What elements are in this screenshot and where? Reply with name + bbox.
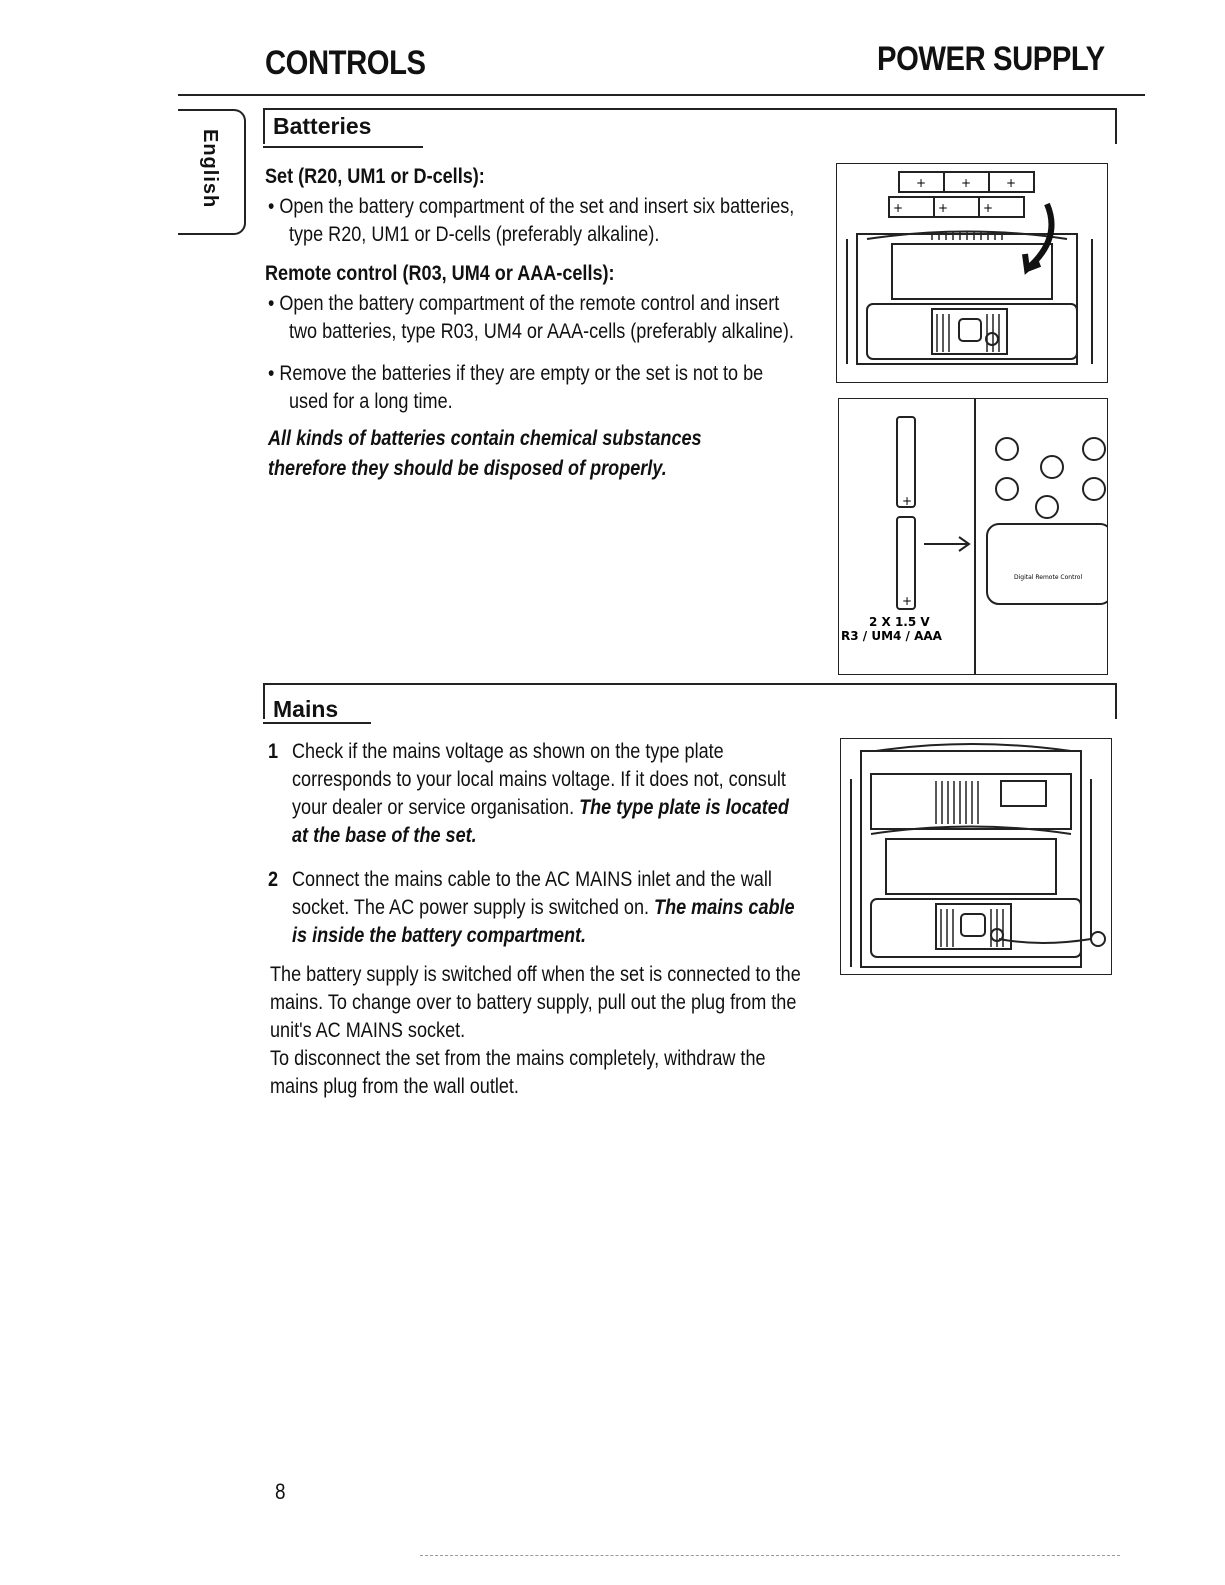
step-number: 2 (268, 868, 279, 891)
scan-artifact-line (420, 1555, 1120, 1556)
step1-text: Check if the mains voltage as shown on the type plate (292, 740, 724, 763)
remote-voltage-label: 2 X 1.5 V (869, 615, 930, 629)
svg-text:+: + (1006, 176, 1017, 190)
svg-text:+: + (938, 201, 949, 215)
remote-bullet: • Open the battery compartment of the remote control and insert (268, 292, 780, 315)
svg-text:+: + (902, 494, 913, 508)
step1-text: corresponds to your local mains voltage. If it does not, consult (292, 768, 786, 791)
mains-illustration (841, 739, 1111, 974)
step1-text (292, 794, 789, 822)
mains-paragraph: The battery supply is switched off when the set is connected to the (270, 963, 801, 986)
set-bullet: • Open the battery compartment of the set and insert six batteries, (268, 195, 795, 218)
warning-line: therefore they should be disposed of properly. (268, 457, 667, 480)
page-title-left: CONTROLS (265, 44, 426, 82)
svg-text:+: + (902, 594, 913, 608)
batteries-heading-underline (263, 146, 423, 148)
step-number: 1 (268, 740, 279, 763)
remote-cell-label: R3 / UM4 / AAA (841, 629, 942, 643)
mains-heading: Mains (273, 696, 339, 722)
mains-paragraph: mains. To change over to battery supply, pull out the plug from the (270, 991, 797, 1014)
warning-line: All kinds of batteries contain chemical substances (268, 427, 702, 450)
language-tab-label: English (199, 129, 221, 209)
svg-text:+: + (961, 176, 972, 190)
mains-paragraph: To disconnect the set from the mains completely, withdraw the (270, 1047, 766, 1070)
remote-bullet-cont: two batteries, type R03, UM4 or AAA-cells (preferably alkaline). (289, 320, 794, 343)
step2-text: Connect the mains cable to the AC MAINS inlet and the wall (292, 868, 772, 891)
language-tab (178, 109, 246, 235)
remote-caption: Digital Remote Control (1014, 574, 1083, 581)
step2-text-emphasis: is inside the battery compartment. (292, 924, 587, 947)
remove-bullet: • Remove the batteries if they are empty or the set is not to be (268, 362, 764, 385)
mains-paragraph: mains plug from the wall outlet. (270, 1075, 519, 1098)
set-battery-illustration (837, 164, 1107, 382)
step1-text-regular: your dealer or service organisation. (292, 796, 575, 819)
mains-paragraph: unit's AC MAINS socket. (270, 1019, 466, 1042)
remote-heading: Remote control (R03, UM4 or AAA-cells): (265, 262, 615, 285)
page-title-right: POWER SUPPLY (877, 40, 1105, 78)
step1-text-emphasis: The type plate is located (579, 796, 789, 819)
mains-section-header (263, 683, 1117, 722)
svg-text:+: + (983, 201, 994, 215)
remote-battery-figure (838, 398, 1108, 675)
mains-figure (840, 738, 1112, 975)
remove-bullet-cont: used for a long time. (289, 390, 453, 413)
remote-battery-illustration (839, 399, 1107, 674)
set-heading: Set (R20, UM1 or D-cells): (265, 165, 485, 188)
batteries-heading: Batteries (273, 113, 372, 139)
header-rule (178, 94, 1145, 96)
svg-text:+: + (893, 201, 904, 215)
svg-text:+: + (916, 176, 927, 190)
step1-text-emphasis: at the base of the set. (292, 824, 477, 847)
mains-heading-underline (263, 722, 371, 724)
step2-text (292, 894, 795, 922)
step2-text-emphasis: The mains cable (654, 896, 795, 919)
page-number: 8 (275, 1479, 286, 1504)
set-bullet-cont: type R20, UM1 or D-cells (preferably alkaline). (289, 223, 660, 246)
set-battery-figure (836, 163, 1108, 383)
batteries-section-header (263, 108, 1117, 144)
step2-text-regular: socket. The AC power supply is switched on. (292, 896, 650, 919)
